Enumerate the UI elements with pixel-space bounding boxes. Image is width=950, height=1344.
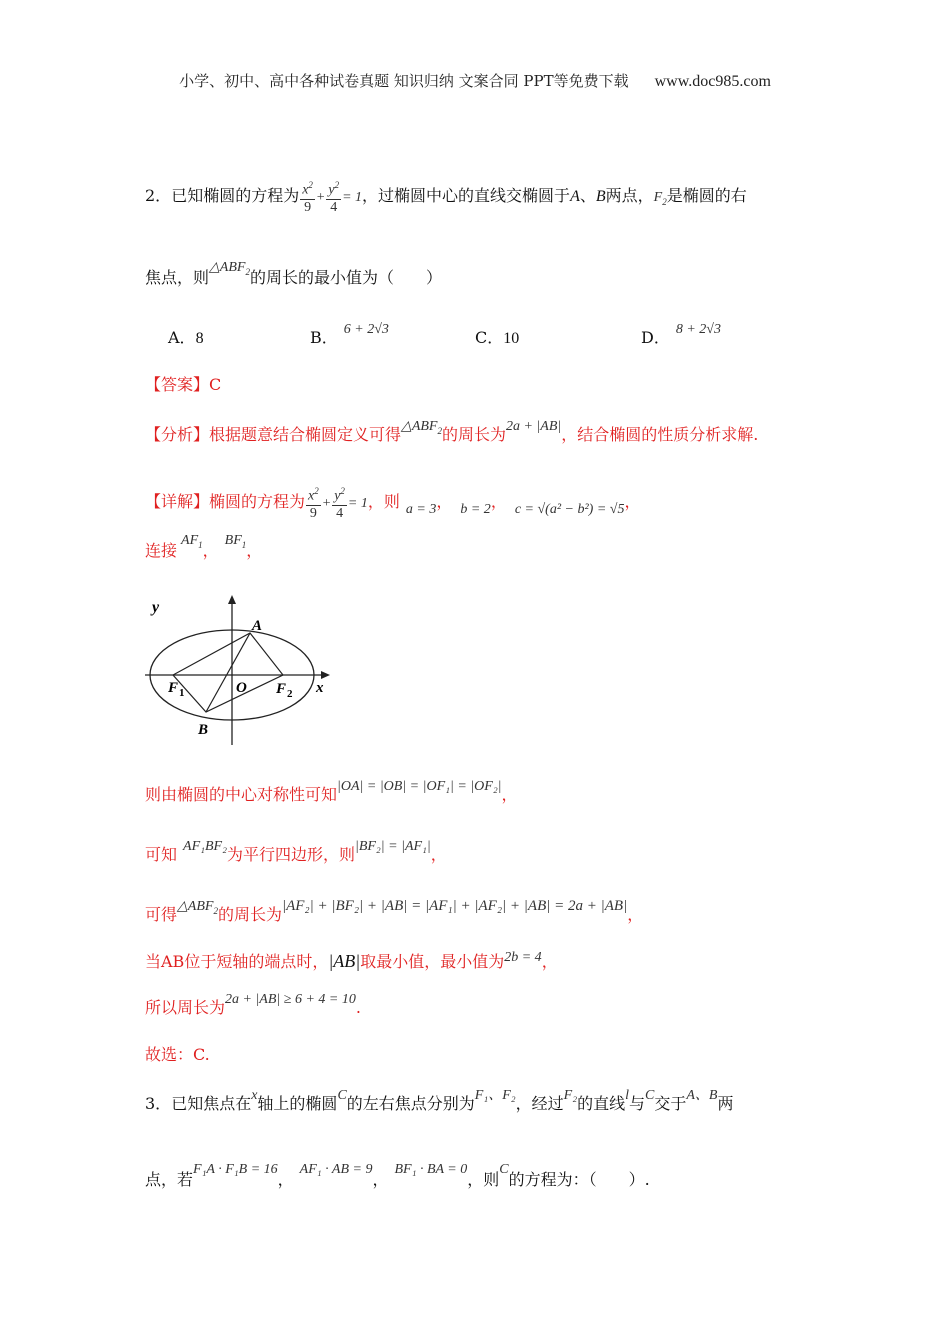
ellipse-figure [140, 590, 340, 750]
conclusion-line [145, 992, 361, 1020]
answer-line [145, 375, 221, 395]
symmetry-line [145, 779, 518, 807]
q3-text-2: 轴上的椭圆 [257, 1094, 338, 1113]
q2-stem-text-3: 两点， [605, 185, 654, 205]
header-text: 小学、初中、高中各种试卷真题 知识归纳 文案合同 PPT等免费下载 [179, 72, 629, 90]
q3-text-8: 两 [717, 1094, 734, 1113]
perimeter-line [145, 898, 644, 931]
q2-stem-text-2: ，过椭圆中心的直线交椭圆于 [362, 185, 571, 205]
detail-line [145, 483, 641, 522]
q2-stem-line2 [145, 260, 442, 294]
choice-a: A．8 [168, 328, 204, 347]
detail-text-1: 椭圆的方程为 [209, 491, 306, 511]
q3-c: C [337, 1088, 347, 1103]
so-text: 所以周长为 [145, 998, 226, 1017]
focus-f2: $F_2$ [653, 189, 667, 207]
short-ab: |AB| [328, 951, 361, 971]
detail-text-2: ，则 [367, 491, 400, 511]
q3-f2: F₂ [563, 1088, 578, 1103]
y-axis-arrow [228, 595, 236, 604]
analysis-expr: 2a + |AB| [505, 419, 562, 434]
detail-plus: + [321, 495, 332, 511]
label-x: x [316, 680, 324, 696]
parallelogram-line [145, 839, 447, 867]
eq-rhs: = 1 [342, 189, 363, 205]
point-a: A [570, 187, 580, 205]
para-text-2: 为平行四边形，则 [226, 845, 355, 864]
comma: ， [277, 1170, 294, 1189]
detail-frac-x: $\frac{x^2}{9}$ [306, 483, 321, 522]
choice-d: D． 8 + 2√3 [641, 322, 721, 347]
comma: ， [541, 952, 558, 971]
seg-af1: $AF_1$ [181, 533, 203, 550]
eq-plus: + [315, 189, 326, 205]
q3-text-6: 与 [628, 1094, 645, 1113]
comma: ， [624, 491, 641, 511]
q3-number: 3． [145, 1094, 172, 1113]
q3-text-7: 交于 [654, 1094, 687, 1113]
symmetry-text: 则由椭圆的中心对称性可知 [145, 785, 338, 804]
q3-line2-text-3: 的方程为：（ ）. [508, 1170, 650, 1189]
analysis-triangle: $\triangle ABF_2$ [401, 419, 442, 436]
comma: ， [202, 541, 219, 560]
label-o: O [236, 680, 247, 696]
short-expr: 2b = 4 [504, 950, 542, 965]
so-expr: 2a + |AB| ≥ 6 + 4 = 10 [225, 992, 356, 1007]
q3-stem-line2 [145, 1162, 650, 1192]
label-f2-sub: 2 [287, 688, 293, 700]
q3-x: x [251, 1088, 258, 1103]
answer-tag: 【答案】 [145, 375, 210, 394]
q3-text-5: 的直线 [577, 1094, 626, 1113]
choice-b: B． 6 + 2√3 [310, 322, 389, 347]
perim-text-1: 可得 [145, 905, 178, 924]
q2-line2-text: 焦点，则 [145, 268, 210, 287]
label-y: y [152, 599, 160, 616]
label-f2: F [276, 681, 287, 697]
q3-c-3: C [499, 1162, 509, 1177]
short-axis-line [145, 951, 558, 974]
connect-line [145, 533, 263, 567]
q3-ab: A、B [686, 1088, 718, 1103]
comma: ， [627, 905, 644, 924]
comma: ， [246, 541, 263, 560]
sep: 、 [579, 185, 596, 205]
connect-text: 连接 [145, 541, 178, 560]
q3-c-2: C [645, 1088, 655, 1103]
q3-foci: F₁、F₂ [474, 1088, 516, 1103]
q3-text-1: 已知焦点在 [171, 1094, 252, 1113]
val-b: b = 2 [460, 501, 491, 517]
label-b: B [198, 722, 209, 738]
point-b: B [595, 187, 606, 205]
analysis-text-1: 根据题意结合椭圆定义可得 [209, 425, 402, 444]
para-expr: |BF₂| = |AF₁| [354, 839, 431, 854]
label-f1-sub: 1 [179, 687, 185, 699]
perim-expr: |AF₂| + |BF₂| + |AB| = |AF₁| + |AF₂| + |AB| = 2a + |AB| [281, 898, 628, 914]
comma: ， [372, 1170, 389, 1189]
page-header [0, 70, 950, 91]
comma: ， [430, 845, 447, 864]
q3-stem-line1 [145, 1088, 734, 1116]
triangle-abf2: $\triangle ABF_2$ [209, 260, 250, 277]
label-f1: F [168, 680, 179, 696]
q2-stem-text: 已知椭圆的方程为 [171, 185, 300, 205]
analysis-text-3: ，结合椭圆的性质分析求解. [561, 425, 759, 444]
seg-bf1: $BF_1$ [224, 533, 247, 550]
q3-l: l [625, 1088, 629, 1103]
header-website: www.doc985.com [654, 73, 771, 90]
eq-frac-y: $\frac{y^2}{4}$ [326, 177, 341, 216]
q3-cond2: AF₁ · AB = 9 [299, 1162, 373, 1177]
q3-text-4: ，经过 [515, 1094, 564, 1113]
comma: ， [501, 785, 518, 804]
q2-number: 2． [145, 185, 172, 205]
answer-value: C [209, 375, 222, 394]
q2-stem-line1 [145, 177, 747, 216]
period: . [355, 998, 361, 1017]
analysis-line [145, 419, 759, 451]
q3-line2-text-1: 点，若 [145, 1170, 194, 1189]
detail-tag: 【详解】 [145, 491, 210, 511]
q2-line2-text-2: 的周长的最小值为（ ） [249, 268, 442, 287]
q3-cond1: F₁A · F₁B = 16 [193, 1162, 278, 1177]
q3-cond3: BF₁ · BA = 0 [394, 1162, 468, 1177]
x-axis-arrow [321, 671, 330, 679]
short-text-1: 当AB位于短轴的端点时， [145, 952, 329, 971]
eq-frac-x: $\frac{x^2}{9}$ [300, 177, 315, 216]
final-answer: 故选：C. [145, 1045, 210, 1064]
perim-text-2: 的周长为 [217, 905, 282, 924]
analysis-tag: 【分析】 [145, 425, 210, 444]
analysis-text-2: 的周长为 [441, 425, 506, 444]
val-a: a = 3 [405, 501, 437, 517]
short-text-2: 取最小值，最小值为 [360, 952, 505, 971]
comma: ， [436, 491, 453, 511]
q3-line2-text-2: ，则 [467, 1170, 500, 1189]
para-text-1: 可知 [145, 845, 178, 864]
val-c: c = √(a² − b²) = √5 [514, 501, 625, 517]
detail-frac-y: $\frac{y^2}{4}$ [332, 483, 347, 522]
comma: ， [490, 491, 507, 511]
perim-triangle: $\triangle ABF_2$ [177, 899, 218, 916]
symmetry-expr: |OA| = |OB| = |OF₁| = |OF₂| [337, 779, 502, 794]
choice-c: C．10 [475, 328, 520, 347]
para-quad: AF₁BF₂ [183, 839, 227, 854]
detail-rhs: = 1 [347, 495, 368, 511]
label-a: A [252, 618, 263, 634]
q3-text-3: 的左右焦点分别为 [346, 1094, 475, 1113]
q2-stem-text-4: 是椭圆的右 [666, 185, 747, 205]
